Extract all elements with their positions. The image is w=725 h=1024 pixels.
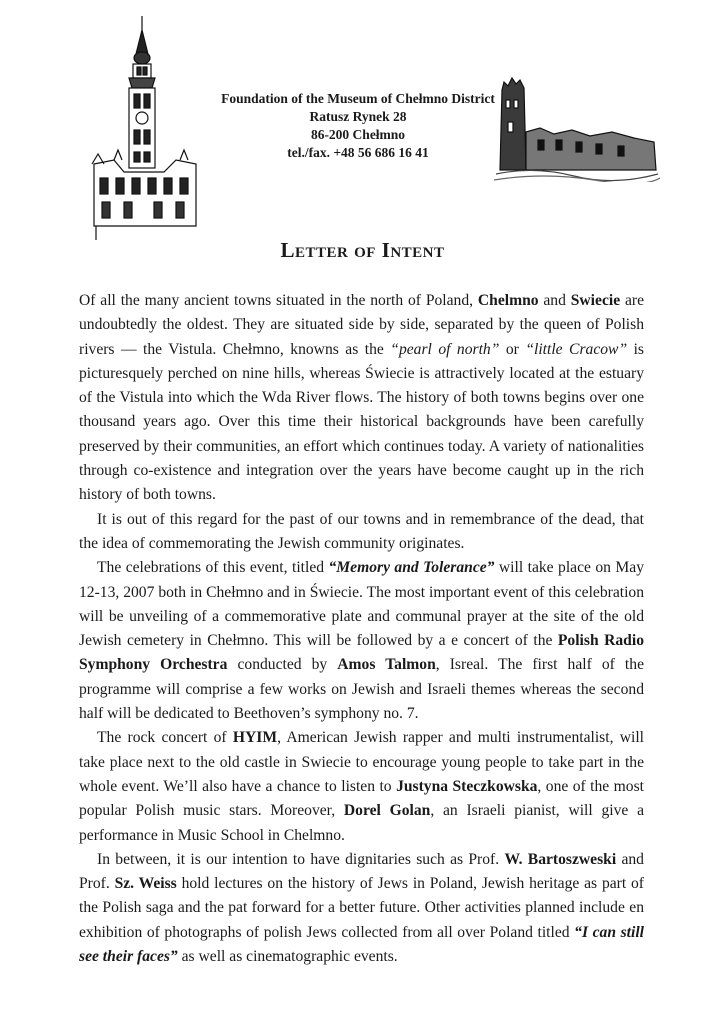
conductor-name: Amos Talmon bbox=[337, 656, 436, 674]
text-run: or bbox=[499, 340, 526, 358]
text-run: The celebrations of this event, titled bbox=[97, 559, 329, 577]
text-run: as well as cinematographic events. bbox=[177, 948, 398, 966]
text-run: and Prof. bbox=[79, 850, 644, 893]
text-run: It is out of this regard for the past of our towns and in remembrance of the dead, that the idea of commemorating the Jewish community originates. bbox=[79, 510, 644, 552]
lecturer-weiss: Sz. Weiss bbox=[114, 875, 177, 893]
nickname-pearl-of-north: “pearl of north” bbox=[390, 340, 500, 358]
text-run: In between, it is our intention to have dignitaries such as Prof. bbox=[97, 850, 505, 868]
town-name-swiecie: Swiecie bbox=[570, 292, 621, 309]
text-run: Of all the many ancient towns situated in the north of Poland, bbox=[79, 292, 478, 309]
text-run: The rock concert of bbox=[97, 729, 233, 747]
performer-hyim: HYIM bbox=[232, 729, 278, 747]
text-run: , American Jewish rapper and multi instrumentalist, will take place next to the old castle in Swiecie to encourage young people to take part in the whole event. We’ll also have a chance to listen to bbox=[79, 729, 644, 795]
paragraph-5 bbox=[79, 848, 644, 969]
text-run: are undoubtedly the oldest. They are situated side by side, separated by the queen of Polish rivers — the Vistula. Chełmno, knowns as the bbox=[79, 292, 644, 358]
text-run: is picturesquely perched on nine hills, whereas Świecie is attractively located at the estuary of the Vistula into which the Wda River flows. The history of both towns begins over one thousand years ago. Over this time their historical backgrounds have been carefully preserved by their communities, an effort which continues today. A variety of nationalities through co-existence and integration over the years have become caught up in the rich history of both towns. bbox=[79, 340, 644, 504]
performer-steczkowska: Justyna Steczkowska bbox=[396, 777, 538, 795]
performer-golan: Dorel Golan bbox=[343, 802, 431, 820]
street-address: Ratusz Rynek 28 bbox=[309, 109, 407, 124]
phone-fax: tel./fax. +48 56 686 16 41 bbox=[287, 145, 429, 160]
paragraph-3 bbox=[79, 556, 644, 726]
exhibition-title: “I can still see their faces” bbox=[79, 923, 645, 966]
text-run: will take place on May 12-13, 2007 both in Chełmno and in Świecie. The most important event of this celebration will be unveiling of a commemorative plate and communal prayer at the site of the old Jewish cemetery in Chełmno. This will be followed by a e concert of the bbox=[79, 559, 644, 650]
museum-name: Foundation of the Museum of Chełmno District bbox=[221, 91, 495, 106]
text-run: and bbox=[538, 292, 571, 309]
text-run: , one of the most popular Polish music stars. Moreover, bbox=[79, 777, 645, 820]
text-run: conducted by bbox=[227, 656, 338, 674]
town-hall-tower-illustration bbox=[84, 14, 204, 242]
lecturer-bartoszweski: W. Bartoszweski bbox=[504, 850, 617, 868]
museum-address-block bbox=[200, 90, 516, 162]
postal-city: 86-200 Chełmno bbox=[310, 127, 406, 142]
castle-ruin-illustration bbox=[494, 70, 660, 182]
text-run: hold lectures on the history of Jews in Poland, Jewish heritage as part of the Polish saga and the pat forward for a better future. Other activities planned include en exhibition of photographs of polish Jews collected from all over Poland titled bbox=[79, 875, 645, 941]
paragraph-1 bbox=[79, 289, 644, 508]
text-run: , Isreal. The first half of the programme will comprise a few works on Jewish and Israeli themes whereas the second half will be dedicated to Beethoven’s symphony no. 7. bbox=[79, 656, 644, 723]
letter-body bbox=[79, 289, 644, 969]
orchestra-name: Polish Radio Symphony Orchestra bbox=[79, 632, 644, 674]
nickname-little-cracow: “little Cracow” bbox=[525, 340, 628, 358]
town-name-chelmno: Chelmno bbox=[477, 292, 539, 309]
paragraph-2 bbox=[79, 508, 644, 557]
event-title: “Memory and Tolerance” bbox=[328, 559, 495, 577]
page-title: Letter of Intent bbox=[280, 238, 445, 262]
paragraph-4 bbox=[79, 726, 644, 847]
text-run: , an Israeli pianist, will give a performance in Music School in Chelmno. bbox=[79, 802, 644, 844]
